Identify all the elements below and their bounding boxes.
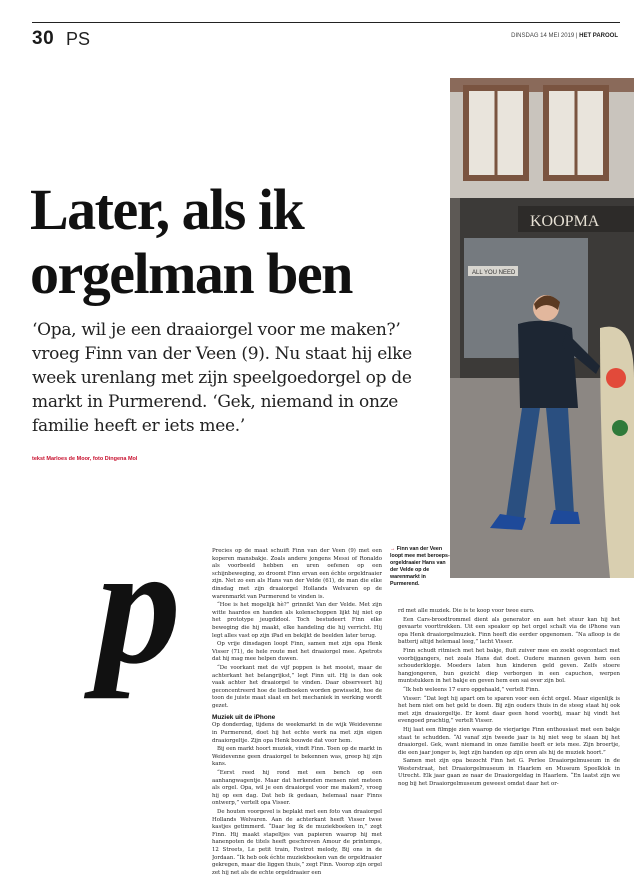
newspaper-name: HET PAROOL [579,33,618,39]
body-paragraph: Op donderdag, tijdens de weekmarkt in de wijk Weidevenne in Purmerend, doet hij het echte werk na met zijn eigen draaiorgeltje. Zijn opa Henk bouwde dat voor hem. [212,722,382,744]
body-paragraph: Een Cars-broodtrommel dient als generator en aan het stuur kan hij het gevaarte voorttrekken. Uit een speaker op het orgel schalt via de iPhone van opa Henk draaiorgelmuziek. Finn heeft die eerder opgenomen. “Na afloop is de batterij altijd helemaal leeg,” lacht Visser. [398,616,620,646]
body-paragraph: Hij laat een filmpje zien waarop de vierjarige Finn enthousiast met een bakje staat te schudden. “Al vanaf zijn tweede jaar is hij niet weg te slaan bij het draaiorgel. Gek, want niemand in onze familie heeft er iets mee. Zijn broertje, die een jaar jonger is, legt zijn handen op zijn oren als hij de muziek hoort.” [398,726,620,756]
photo-caption [390,546,452,588]
body-paragraph: Precies op de maat schuift Finn van der Veen (9) met een koperen mansbakje. Zoals andere jongens Messi of Ronaldo als voorbeeld hebben en uren oefenen op een schijnbeweging, zo droomt Finn ervan een échte orgeldraaier zijn. Net zo een als Hans van der Velde (61), de man die elke dinsdag met zijn draaiorgel Hollands Welvaren op de warenmarkt van Purmerend te vinden is. [212,548,382,600]
body-paragraph: De houten voorgevel is beplakt met een foto van draaiorgel Hollands Welvaren. Aan de achterkant heeft Visser twee kastjes getimmerd. “Daar leg ik de muziekboeken in,” zegt Finn. Hij maakt stapeltjes van papieren waarop hij met hanenpoten de titels heeft geschreven Amour de printemps, 12 Streets, Le petit train, Foxtrot melody, Bij ons in de Jordaan. “Ik heb ook échte muziekboeken van de orgeldraaier gekregen, maar die liggen thuis,” zegt Finn. Voorop zijn orgel zet hij net als de echte orgeldraaier een [212,809,382,876]
shop-sign: KOOPMA [530,213,600,230]
photo-illustration [450,78,634,578]
section-label: PS [66,29,91,49]
arrow-right-icon: → [390,546,396,552]
body-paragraph: “Hoe is het mogelijk hè?” grinnikt Van der Velde. Met zijn witte haardos en handen als kolenschoppen lijkt hij niet op het prototype jeugdidool. Toch bestudeert Finn elke beweging die hij maakt, elke handeling die hij verricht. Hij legt alles vast op zijn iPad en bekijkt de beelden later terug. [212,602,382,639]
page-number: 30 [32,28,55,49]
body-paragraph: Op vrije dinsdagen loopt Finn, samen met zijn opa Henk Visser (71), de hele route met het draaiorgel mee. Apetrots dat hij mag mee helpen duwen. [212,641,382,663]
drop-cap: p [96,511,181,699]
body-paragraph: “Ik heb weleens 17 euro opgehaald,” vertelt Finn. [403,686,540,693]
intro-text: ‘Opa, wil je een draaiorgel voor me maken?’ vroeg Finn van der Veen (9). Nu staat hij elke week urenlang met zijn speelgoedorgel op de markt in Purmerend. ‘Gek, niemand in onze familie heeft er iets mee.’ [32,320,412,436]
body-column-2 [398,608,620,888]
headline: Later, als ik orgelman ben [30,177,352,306]
article-photo [450,78,634,578]
body-paragraph: Finn schudt ritmisch met het bakje, fluit zuiver mee en zoekt oogcontact met voorbijgangers, net zoals Hans dat doet. Oudere mannen geven hem een schouderklopje. Moeders laten hun kinderen geld geven. Zelfs stoere hangjongeren, hun gezicht diep verborgen in een capuchon, werpen muntstukken in het bakje en geven hem een sai over zijn bol. [398,647,620,685]
issue-date: DINSDAG 14 MEI 2019 [511,33,575,39]
body-paragraph: “Eerst reed hij rond met een bench op een aanhangwagentje. Maar dat herkenden mensen niet meteen als orgel. Opa, wil je een draaiorgel voor me maken?, vroeg hij op een dag. Dat heb ik gedaan, helemaal naar Finns ontwerp,” vertelt opa Visser. [212,770,382,807]
body-paragraph: Samen met zijn opa bezocht Finn het G. Perlee Draaiorgelmuseum in de Westerstraat, het Draaiorgelmuseum in Haarlem en Museum Speelklok in Utrecht. Elk jaar gaan ze naar de Draaiorgeldag in Haarlem. “En laatst zijn we nog bij het Draaiorgelmuseum geweest omdat daar het or- [398,758,620,788]
body-column-1 [212,548,382,888]
body-paragraph: “De voorkant met de vijf poppen is het mooist, maar de achterkant het belangrijkst,” legt Finn uit. Hij is dan ook vaak achter het draaiorgel te vinden. Daar observeert hij geconcentreerd hoe de liedboeken worden gewisseld, hoe de toon de juiste maat slaat en het mechaniek in werking wordt gezet. [212,664,382,709]
credits: tekst Marloes de Moor, foto Dingena Mol [32,456,138,462]
body-paragraph: Bij een markt hoort muziek, vindt Finn. Toen op de markt in Weidevenne geen draaiorgel te bekennen was, greep hij zijn kans. [212,746,382,768]
subheading: Muziek uit de iPhone [212,714,276,722]
body-paragraph: Visser: “Dat legt hij apart om te sparen voor een écht orgel. Maar eigenlijk is het hem niet om het geld te doen. Bij zijn ouders thuis in de steeg staat hij ook met zijn draaiorgeltje. Er komt daar geen hond voorbij, maar hij vindt het evengoed prachtig,” vertelt Visser. [398,695,620,725]
caption-text: Finn van der Veen loopt mee met beroeps-orgeldraaier Hans van der Velde op de warenmarkt in Purmerend. [390,546,450,587]
header-rule [32,22,620,23]
body-paragraph: rd met alle muziek. Die is te koop voor twee euro. [398,608,535,614]
window-sign: ALL YOU NEED [472,270,516,276]
dateline: DINSDAG 14 MEI 2019 | HET PAROOL [511,33,618,39]
